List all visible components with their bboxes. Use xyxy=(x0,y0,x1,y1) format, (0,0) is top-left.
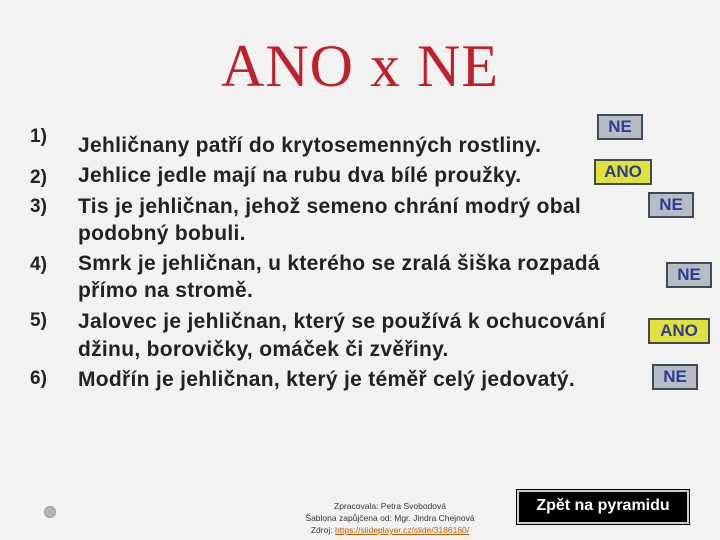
item-number: 2) xyxy=(30,167,47,188)
back-to-pyramid-button[interactable]: Zpět na pyramidu xyxy=(517,490,689,524)
page-title: ANO x NE xyxy=(221,33,499,99)
answer-badge-ano[interactable]: ANO xyxy=(594,159,652,185)
statement-text: přímo na stromě. xyxy=(78,279,254,302)
credits-source-link[interactable]: https://slideplayer.cz/slide/3186160/ xyxy=(334,525,470,535)
credits-source-label: Zdroj: xyxy=(310,525,335,535)
statement-text: Jalovec je jehličnan, který se používá k ochucování xyxy=(78,310,606,333)
statement-text: džinu, borovičky, omáček či zvěřiny. xyxy=(78,338,449,361)
answer-badge-ne[interactable]: NE xyxy=(666,262,712,288)
credits-source xyxy=(282,524,498,536)
bullet-dot-icon xyxy=(44,506,56,518)
answer-badge-ne[interactable]: NE xyxy=(652,364,698,390)
item-number: 4) xyxy=(30,254,47,275)
answer-badge-ano[interactable]: ANO xyxy=(648,318,710,344)
answer-badge-ne[interactable]: NE xyxy=(648,192,694,218)
statement-text: Modřín je jehličnan, který je téměř celý jedovatý. xyxy=(78,368,576,391)
answer-badge-ne[interactable]: NE xyxy=(597,114,643,140)
credits-author: Zpracovala: Petra Svobodová xyxy=(334,501,446,511)
credits-template: Šablona zapůjčena od: Mgr. Jindra Chejnová xyxy=(305,513,475,523)
item-number: 6) xyxy=(30,368,47,389)
item-number: 1) xyxy=(30,126,47,147)
statement-text: Jehličnany patří do krytosemenných rostliny. xyxy=(78,134,542,157)
credits xyxy=(282,500,498,536)
statement-text: Jehlice jedle mají na rubu dva bílé proužky. xyxy=(78,164,522,187)
statement-text: Tis je jehličnan, jehož semeno chrání modrý obal xyxy=(78,195,581,218)
item-number: 3) xyxy=(30,196,47,217)
statement-text: podobný bobuli. xyxy=(78,222,246,245)
statement-text: Smrk je jehličnan, u kterého se zralá šiška rozpadá xyxy=(78,252,600,275)
item-number: 5) xyxy=(30,310,47,331)
